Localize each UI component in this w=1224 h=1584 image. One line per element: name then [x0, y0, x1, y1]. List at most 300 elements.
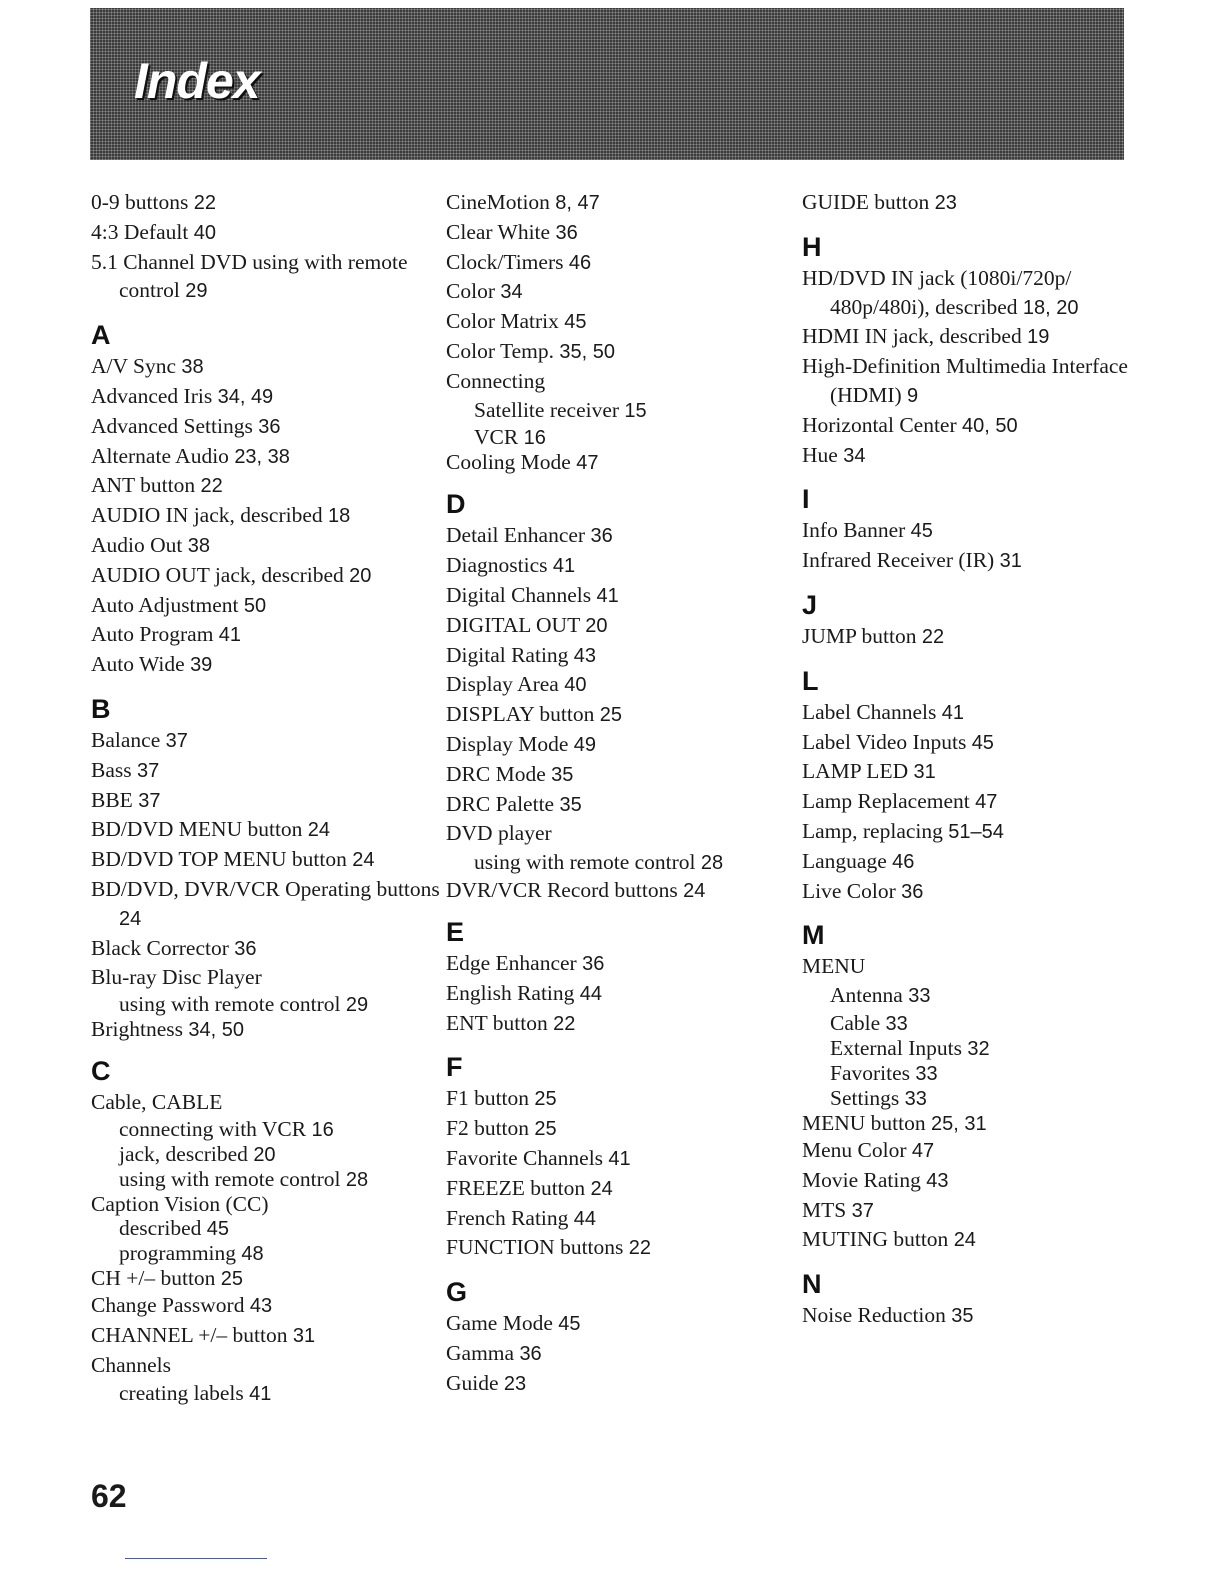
- index-page-ref: 16: [311, 1118, 334, 1141]
- index-subentry: [802, 1036, 1132, 1061]
- index-letter-heading: N: [802, 1269, 822, 1300]
- index-subentry: [91, 1117, 441, 1142]
- index-entry: [446, 1309, 796, 1339]
- index-page-ref: 25: [599, 704, 622, 727]
- index-page-ref: 43: [926, 1169, 949, 1192]
- index-entry: [446, 188, 796, 218]
- index-letter-heading: I: [802, 484, 810, 515]
- index-term: Infrared Receiver (IR): [802, 548, 995, 573]
- index-entry: [802, 698, 1132, 728]
- index-page-ref: 29: [345, 994, 369, 1017]
- index-page-ref: 24: [352, 849, 375, 872]
- index-term: Cooling Mode: [446, 450, 571, 475]
- index-page-ref: 32: [967, 1037, 990, 1060]
- index-page-ref: 15: [624, 399, 647, 422]
- index-entry: [91, 620, 441, 650]
- index-page-ref: 18, 20: [1022, 296, 1079, 319]
- index-term: Blu-ray Disc Player: [91, 965, 262, 990]
- index-page-ref: 40: [564, 674, 587, 697]
- index-letter-heading: J: [802, 589, 818, 620]
- index-entry: [91, 412, 441, 442]
- index-page-ref: 41: [249, 1383, 272, 1406]
- index-term: Display Mode: [446, 731, 569, 756]
- index-term: Info Banner: [802, 518, 906, 543]
- index-term: Lamp Replacement: [802, 789, 970, 814]
- index-page-ref: 36: [901, 880, 924, 903]
- index-entry: [91, 786, 441, 816]
- index-term: DISPLAY button: [446, 702, 595, 727]
- index-entry: [446, 1233, 796, 1263]
- index-term: described: [119, 1215, 202, 1240]
- index-page-ref: 18: [328, 505, 351, 528]
- index-subentry: [91, 1241, 441, 1266]
- index-term: HDMI IN jack, described: [802, 324, 1022, 349]
- index-page-ref: 31: [292, 1324, 316, 1347]
- index-term: Digital Channels: [446, 582, 592, 607]
- index-page-ref: 34, 50: [188, 1019, 244, 1042]
- index-page-ref: 20: [349, 564, 372, 587]
- index-page-ref: 36: [234, 937, 257, 960]
- index-entry: [91, 963, 441, 992]
- index-entry: [91, 591, 441, 621]
- index-page-ref: 51–54: [948, 820, 1004, 843]
- index-entry: [446, 700, 796, 730]
- index-letter-heading: D: [446, 489, 466, 520]
- index-entry: [91, 726, 441, 756]
- index-page-ref: 24: [119, 907, 142, 930]
- index-page-ref: 33: [908, 985, 931, 1008]
- index-entry: [446, 1204, 796, 1234]
- index-page-ref: 28: [345, 1168, 369, 1191]
- index-entry: [446, 277, 796, 307]
- index-term: Lamp, replacing: [802, 818, 943, 843]
- index-term: MUTING button: [802, 1227, 949, 1252]
- index-entry: [446, 218, 796, 248]
- index-page-ref: 9: [907, 384, 919, 407]
- index-term: VCR: [474, 425, 519, 450]
- index-subentry: [802, 1011, 1132, 1036]
- index-term: F1 button: [446, 1086, 530, 1111]
- index-page-ref: 35: [551, 763, 574, 786]
- index-term: Display Area: [446, 672, 559, 697]
- index-term: Color Matrix: [446, 309, 559, 334]
- index-page-ref: 24: [590, 1177, 613, 1200]
- index-term: HD/DVD IN jack (1080i/720p/ 480p/480i), described: [802, 265, 1072, 319]
- footer-rule: [125, 1558, 267, 1559]
- index-term: External Inputs: [830, 1035, 962, 1060]
- index-term: Color: [446, 279, 495, 304]
- index-page-ref: 45: [910, 520, 933, 543]
- index-term: JUMP button: [802, 623, 917, 648]
- index-entry: [91, 650, 441, 680]
- index-page-ref: 23: [503, 1372, 527, 1395]
- index-page-ref: 22: [200, 475, 223, 498]
- index-page-ref: 35: [559, 793, 582, 816]
- index-entry: [802, 546, 1132, 576]
- index-entry: [802, 728, 1132, 758]
- index-entry: [91, 815, 441, 845]
- index-entry: [91, 875, 441, 934]
- index-term: ENT button: [446, 1010, 548, 1035]
- index-entry: [802, 952, 1132, 981]
- index-term: Label Video Inputs: [802, 729, 967, 754]
- index-entry: [446, 521, 796, 551]
- index-term: creating labels: [119, 1381, 244, 1406]
- index-page-ref: 29: [185, 280, 208, 303]
- index-page-ref: 34: [500, 281, 523, 304]
- index-entry: [802, 787, 1132, 817]
- index-entry: [446, 670, 796, 700]
- index-term: Clock/Timers: [446, 249, 564, 274]
- index-letter-heading: E: [446, 916, 465, 947]
- index-page-ref: 41: [552, 555, 576, 578]
- index-term: Diagnostics: [446, 553, 548, 578]
- index-page-ref: 40: [193, 221, 216, 244]
- page-title: Index: [134, 53, 260, 109]
- index-term: French Rating: [446, 1205, 569, 1230]
- index-page-ref: 34, 49: [217, 385, 274, 408]
- index-term: Cable, CABLE: [91, 1090, 223, 1115]
- index-page-ref: 45: [206, 1217, 230, 1240]
- index-page-ref: 45: [558, 1313, 581, 1336]
- index-page-ref: 46: [892, 850, 915, 873]
- index-subentry: [91, 1379, 441, 1409]
- index-subentry: [91, 1216, 441, 1241]
- index-term: Channels: [91, 1352, 172, 1377]
- index-term: Color Temp.: [446, 338, 554, 363]
- index-term: using with remote control: [474, 850, 696, 875]
- index-page-ref: 50: [243, 594, 267, 617]
- index-page-ref: 23, 38: [234, 445, 290, 468]
- index-letter-heading: C: [91, 1056, 111, 1087]
- index-page-ref: 22: [628, 1237, 652, 1260]
- index-entry: [446, 949, 796, 979]
- index-entry: [91, 1017, 441, 1042]
- index-page-ref: 35: [951, 1305, 974, 1328]
- index-letter-heading: B: [91, 693, 111, 724]
- index-term: AUDIO IN jack, described: [91, 503, 323, 528]
- index-subentry: [446, 848, 796, 878]
- index-page-ref: 19: [1027, 326, 1050, 349]
- index-entry: [802, 1136, 1132, 1166]
- index-term: GUIDE button: [802, 190, 930, 214]
- index-term: connecting with VCR: [119, 1116, 307, 1141]
- index-page-ref: 36: [590, 525, 613, 548]
- index-term: Antenna: [830, 983, 903, 1008]
- index-entry: [446, 450, 796, 475]
- index-entry: [802, 1225, 1132, 1255]
- index-subentry: [91, 1142, 441, 1167]
- index-page-ref: 37: [851, 1199, 874, 1222]
- index-entry: [91, 471, 441, 501]
- index-entry: [91, 352, 441, 382]
- index-term: Auto Program: [91, 622, 214, 647]
- index-term: English Rating: [446, 980, 575, 1005]
- index-subentry: [91, 992, 441, 1017]
- index-entry: [446, 1369, 796, 1399]
- index-entry: [446, 641, 796, 671]
- index-entry: [91, 218, 441, 248]
- index-entry: [446, 979, 796, 1009]
- index-entry: [91, 934, 441, 964]
- index-term: BD/DVD TOP MENU button: [91, 847, 347, 872]
- index-term: Connecting: [446, 368, 546, 393]
- index-entry: [802, 188, 1132, 218]
- index-term: jack, described: [119, 1141, 248, 1166]
- index-page-ref: 28: [700, 852, 724, 875]
- index-term: MTS: [802, 1197, 847, 1222]
- index-term: programming: [119, 1240, 237, 1265]
- index-page-ref: 33: [904, 1087, 927, 1110]
- index-page-ref: 43: [573, 644, 597, 667]
- index-entry: [91, 845, 441, 875]
- index-term: Detail Enhancer: [446, 523, 586, 548]
- index-term: Black Corrector: [91, 935, 229, 960]
- index-letter-heading: M: [802, 920, 825, 951]
- index-page-ref: 25: [534, 1088, 557, 1111]
- index-term: using with remote control: [119, 1166, 341, 1191]
- index-term: BD/DVD, DVR/VCR Operating buttons: [91, 876, 440, 901]
- index-entry: [91, 561, 441, 591]
- index-term: Noise Reduction: [802, 1303, 946, 1328]
- index-entry: [446, 1174, 796, 1204]
- index-entry: [91, 1351, 441, 1380]
- index-page-ref: 31: [913, 761, 936, 784]
- index-entry: [802, 877, 1132, 907]
- index-term: Favorite Channels: [446, 1145, 604, 1170]
- index-page-ref: 39: [190, 654, 213, 677]
- index-entry: [446, 248, 796, 278]
- index-term: Edge Enhancer: [446, 950, 577, 975]
- index-page-ref: 47: [576, 452, 599, 475]
- index-term: Language: [802, 848, 887, 873]
- index-term: Auto Wide: [91, 652, 185, 677]
- index-page-ref: 36: [555, 221, 578, 244]
- index-term: CineMotion: [446, 190, 550, 214]
- index-term: CH +/– button: [91, 1265, 216, 1290]
- index-page-ref: 25: [220, 1267, 244, 1290]
- index-page-ref: 34: [843, 444, 866, 467]
- index-term: using with remote control: [119, 992, 341, 1017]
- index-term: 0-9 buttons: [91, 190, 189, 214]
- index-entry: [91, 531, 441, 561]
- index-page-ref: 37: [137, 759, 160, 782]
- index-term: Bass: [91, 757, 132, 782]
- index-page-ref: 47: [911, 1139, 935, 1162]
- index-entry: [446, 611, 796, 641]
- index-entry: [91, 756, 441, 786]
- index-term: DVR/VCR Record buttons: [446, 877, 678, 902]
- index-term: 5.1 Channel DVD using with remote control: [91, 249, 408, 303]
- index-term: Hue: [802, 442, 838, 467]
- index-term: Caption Vision (CC): [91, 1191, 269, 1216]
- index-page-ref: 22: [193, 192, 216, 214]
- index-term: AUDIO OUT jack, described: [91, 562, 344, 587]
- index-term: Clear White: [446, 219, 551, 244]
- index-entry: [446, 1144, 796, 1174]
- index-entry: [446, 337, 796, 367]
- index-subentry: [91, 1167, 441, 1192]
- index-entry: [802, 1111, 1132, 1136]
- index-subentry: [802, 1086, 1132, 1111]
- index-term: Menu Color: [802, 1137, 907, 1162]
- index-entry: [91, 1291, 441, 1321]
- index-page-ref: 38: [187, 534, 210, 557]
- index-column-2: [446, 188, 796, 1399]
- index-term: FREEZE button: [446, 1175, 586, 1200]
- index-page-ref: 36: [258, 415, 281, 438]
- index-entry: [446, 760, 796, 790]
- index-letter-heading: F: [446, 1052, 463, 1083]
- index-entry: [802, 516, 1132, 546]
- index-term: High-Definition Multimedia Interface (HDMI): [802, 354, 1128, 407]
- index-term: MENU: [802, 954, 866, 979]
- index-entry: [802, 847, 1132, 877]
- index-entry: [91, 1266, 441, 1291]
- index-column-3: [802, 188, 1132, 1331]
- index-entry: [446, 551, 796, 581]
- index-page-ref: 41: [596, 584, 619, 607]
- index-subentry: [802, 981, 1132, 1011]
- index-entry: [446, 1114, 796, 1144]
- index-page-ref: 40, 50: [962, 414, 1018, 437]
- index-page-ref: 23: [934, 192, 957, 214]
- index-entry: [446, 1009, 796, 1039]
- index-term: Digital Rating: [446, 642, 569, 667]
- index-letter-heading: A: [91, 320, 111, 351]
- index-term: Change Password: [91, 1292, 245, 1317]
- index-page-ref: 24: [683, 879, 706, 902]
- index-term: Guide: [446, 1370, 499, 1395]
- index-entry: [446, 307, 796, 337]
- index-page-ref: 35, 50: [559, 340, 615, 363]
- page-number: 62: [91, 1478, 127, 1514]
- index-term: Settings: [830, 1085, 900, 1110]
- index-entry: [446, 878, 796, 903]
- index-entry: [91, 1088, 441, 1117]
- index-subentry: [446, 425, 796, 450]
- index-page-ref: 38: [181, 356, 204, 379]
- index-entry: [802, 817, 1132, 847]
- index-entry: [91, 248, 441, 307]
- index-entry: [802, 264, 1132, 323]
- index-page-ref: 36: [582, 952, 605, 975]
- index-page-ref: 45: [971, 731, 994, 754]
- index-page-ref: 20: [585, 614, 608, 637]
- index-page-ref: 24: [307, 819, 331, 842]
- index-letter-heading: G: [446, 1277, 468, 1308]
- index-term: LAMP LED: [802, 759, 909, 784]
- index-entry: [446, 367, 796, 396]
- index-entry: [446, 581, 796, 611]
- index-entry: [446, 730, 796, 760]
- index-entry: [802, 1301, 1132, 1331]
- index-term: Advanced Settings: [91, 413, 253, 438]
- index-entry: [446, 819, 796, 848]
- index-page-ref: 36: [519, 1342, 542, 1365]
- index-term: Satellite receiver: [474, 397, 620, 422]
- index-term: 4:3 Default: [91, 219, 189, 244]
- index-entry: [446, 1084, 796, 1114]
- index-entry: [802, 1166, 1132, 1196]
- index-term: ANT button: [91, 473, 196, 498]
- index-entry: [802, 441, 1132, 471]
- index-term: Auto Adjustment: [91, 592, 239, 617]
- index-term: DRC Palette: [446, 791, 555, 816]
- index-entry: [802, 757, 1132, 787]
- index-term: Advanced Iris: [91, 383, 213, 408]
- index-term: Label Channels: [802, 699, 937, 724]
- index-page-ref: 22: [921, 625, 945, 648]
- index-page-ref: 48: [241, 1242, 264, 1265]
- index-entry: [446, 790, 796, 820]
- index-page-ref: 37: [165, 729, 188, 752]
- index-entry: [802, 1196, 1132, 1226]
- index-page-ref: 44: [573, 1207, 597, 1230]
- index-subentry: [802, 1061, 1132, 1086]
- index-entry: [91, 442, 441, 472]
- index-entry: [802, 322, 1132, 352]
- index-term: MENU button: [802, 1110, 926, 1135]
- index-term: Live Color: [802, 878, 896, 903]
- index-column-1: [91, 188, 441, 1409]
- index-entry: [802, 622, 1132, 652]
- index-term: Favorites: [830, 1060, 911, 1085]
- index-term: Movie Rating: [802, 1167, 921, 1192]
- index-page-ref: 41: [608, 1147, 631, 1170]
- index-entry: [91, 501, 441, 531]
- index-page-ref: 20: [253, 1143, 276, 1166]
- index-term: A/V Sync: [91, 354, 177, 379]
- index-term: DRC Mode: [446, 761, 546, 786]
- index-term: DVD player: [446, 821, 552, 846]
- index-entry: [91, 188, 441, 218]
- index-page-ref: 8, 47: [555, 192, 600, 214]
- index-term: BD/DVD MENU button: [91, 817, 303, 842]
- index-page-ref: 41: [941, 701, 964, 724]
- index-page-ref: 16: [523, 427, 546, 450]
- index-term: F2 button: [446, 1116, 530, 1141]
- index-letter-heading: H: [802, 231, 822, 262]
- index-term: Brightness: [91, 1017, 183, 1042]
- index-entry: [91, 1192, 441, 1216]
- index-term: Alternate Audio: [91, 443, 229, 468]
- index-term: Game Mode: [446, 1311, 553, 1336]
- index-letter-heading: L: [802, 665, 819, 696]
- index-page-ref: 37: [138, 789, 161, 812]
- index-entry: [802, 352, 1132, 411]
- index-page-ref: 24: [953, 1229, 976, 1252]
- index-term: FUNCTION buttons: [446, 1235, 624, 1260]
- index-term: Cable: [830, 1010, 881, 1035]
- index-page-ref: 41: [218, 624, 242, 647]
- index-page-ref: 49: [573, 733, 597, 756]
- index-entry: [91, 1321, 441, 1351]
- index-term: BBE: [91, 787, 133, 812]
- index-entry: [446, 1339, 796, 1369]
- index-term: Horizontal Center: [802, 412, 957, 437]
- index-page-ref: 31: [999, 550, 1022, 573]
- index-page-ref: 33: [885, 1012, 908, 1035]
- index-page-ref: 47: [975, 791, 998, 814]
- index-page-ref: 46: [568, 251, 592, 274]
- index-page-ref: 43: [249, 1294, 273, 1317]
- index-subentry: [446, 396, 796, 426]
- index-term: Audio Out: [91, 532, 183, 557]
- index-page-ref: 33: [915, 1062, 938, 1085]
- index-entry: [802, 411, 1132, 441]
- index-page-ref: 25: [534, 1118, 557, 1141]
